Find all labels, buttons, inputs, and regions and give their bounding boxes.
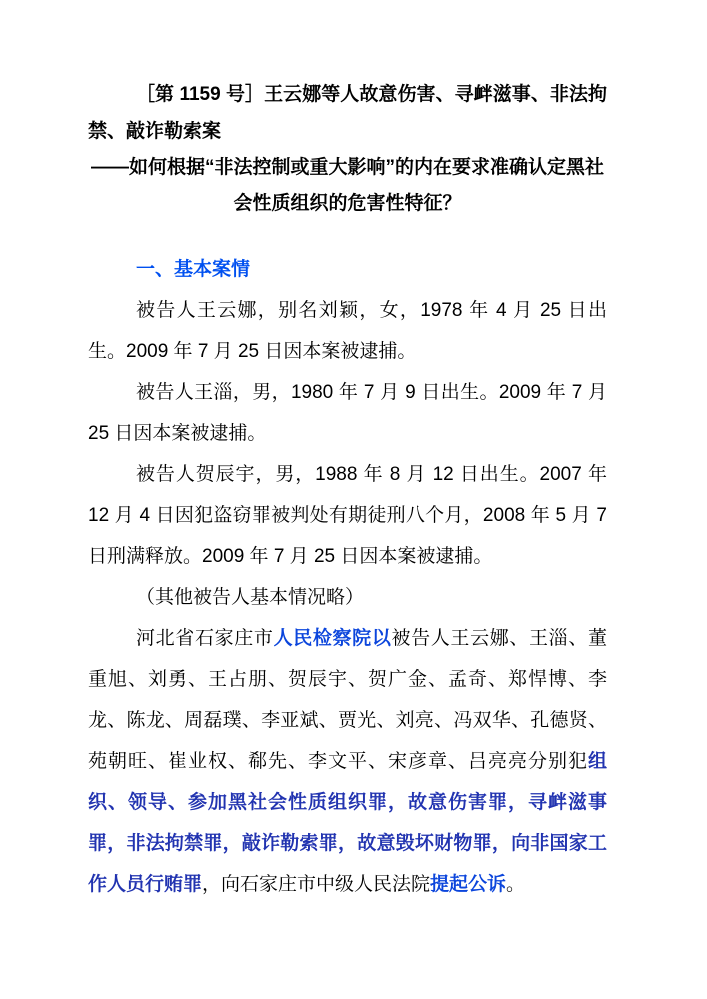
paragraph-prosecution (88, 618, 607, 905)
emphasis-crime-charges: 组织、领导、参加黑社会性质组织罪，故意伤害罪，寻衅滋事罪，非法拘禁罪，敲诈勒索罪，故意毁坏财物罪，向非国家工作人员行贿罪 (88, 751, 607, 895)
paragraph-defendant-wangzi: 被告人王淄，男，1980 年 7 月 9 日出生。2009 年 7 月 25 日因本案被逮捕。 (88, 382, 607, 444)
emphasis-prosecution-filed: 提起公诉 (430, 874, 507, 895)
section-heading-basic-facts: 一、基本案情 (136, 259, 251, 280)
text-segment-defendant-names: 被告人王云娜、王淄、董重旭、刘勇、王占朋、贺辰宇、贺广金、孟奇、郑悍博、李龙、陈龙、周磊璞、李亚斌、贾光、刘亮、冯双华、孔德贤、苑朝旺、崔业权、郗先、李文平、宋彦章、吕亮亮分别犯 (88, 628, 607, 772)
paragraph-other-defendants-note: （其他被告人基本情况略） (136, 587, 365, 608)
text-segment-court: ，向石家庄市中级人民法院 (202, 874, 431, 895)
text-segment-period: 。 (506, 874, 526, 895)
paragraph-defendant-wangyunna: 被告人王云娜，别名刘颖，女，1978 年 4 月 25 日出生。2009 年 7 月 25 日因本案被逮捕。 (88, 300, 607, 362)
text-segment-location: 河北省石家庄市 (136, 628, 274, 649)
emphasis-procuratorate: 人民检察院以 (273, 628, 392, 649)
case-title: ［第 1159 号］王云娜等人故意伤害、寻衅滋事、非法拘禁、敲诈勒索案 (88, 84, 607, 142)
paragraph-defendant-hechenyu: 被告人贺辰宇，男，1988 年 8 月 12 日出生。2007 年 12 月 4 日因犯盗窃罪被判处有期徒刑八个月，2008 年 5 月 7 日刑满释放。2009 年 7 月 25 日因本案被逮捕。 (88, 464, 607, 567)
case-subtitle: ——如何根据“非法控制或重大影响”的内在要求准确认定黑社会性质组织的危害性特征？ (90, 157, 604, 214)
